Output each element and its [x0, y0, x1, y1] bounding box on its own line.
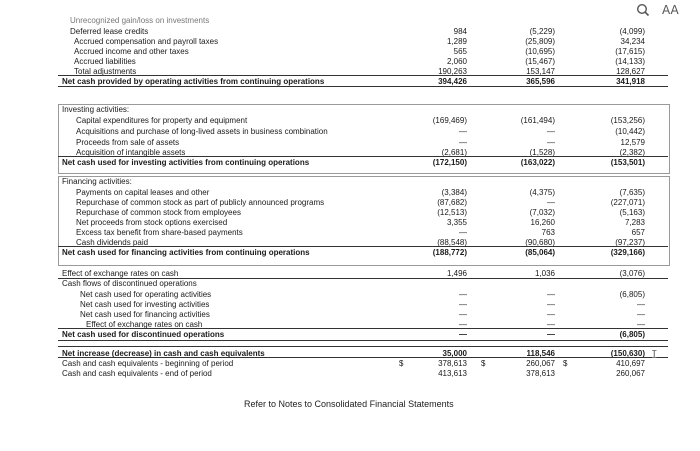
row-value-1: (2,681) — [441, 148, 467, 157]
row-label: Payments on capital leases and other — [76, 188, 210, 197]
row-label: Net cash used for financing activities — [80, 310, 210, 319]
row-value-3: (10,442) — [615, 127, 645, 136]
operating-rule — [58, 75, 668, 76]
row-value-3: (153,501) — [610, 158, 645, 167]
row-label: Acquisitions and purchase of long-lived assets in business combination — [76, 127, 328, 136]
row-value-1: 2,060 — [446, 57, 467, 66]
row-value-2: (161,494) — [520, 116, 555, 125]
row-label: Net cash used for operating activities — [80, 290, 212, 299]
row-value-3: (2,382) — [619, 148, 645, 157]
row-label: Excess tax benefit from share-based payments — [76, 228, 243, 237]
text-cursor-icon: I — [651, 348, 658, 361]
row-value-1: — — [459, 330, 467, 339]
discontinued-row — [58, 329, 668, 340]
row-label: Repurchase of common stock as part of publicly announced programs — [76, 198, 325, 207]
row-value-3: (150,630) — [610, 349, 645, 358]
row-label: Acquisition of intangible assets — [76, 148, 186, 157]
row-value-3: — — [637, 300, 645, 309]
row-value-3: (329,166) — [610, 248, 645, 257]
row-label: Net cash used for investing activities — [80, 300, 210, 309]
row-value-3: 128,627 — [616, 67, 645, 76]
currency-symbol: $ — [399, 359, 404, 368]
discontinued-rule — [58, 340, 668, 341]
row-label: Capital expenditures for property and equipment — [76, 116, 248, 125]
row-value-3: 260,067 — [616, 369, 645, 378]
row-value-2: 763 — [541, 228, 555, 237]
row-value-3: 12,579 — [620, 138, 645, 147]
row-label: Effect of exchange rates on cash — [86, 320, 203, 329]
row-value-2: 365,596 — [526, 77, 555, 86]
row-value-1: (169,469) — [432, 116, 467, 125]
row-value-2: (15,467) — [525, 57, 555, 66]
row-value-2: (5,229) — [529, 27, 555, 36]
row-value-2: 378,613 — [526, 369, 555, 378]
row-label: Net cash provided by operating activities from continuing operations — [62, 77, 325, 86]
row-value-2: 153,147 — [526, 67, 555, 76]
row-value-2: — — [547, 127, 555, 136]
financing-title — [58, 176, 668, 187]
row-value-1: (3,384) — [441, 188, 467, 197]
row-value-1: — — [459, 127, 467, 136]
row-value-3: (6,805) — [619, 290, 645, 299]
row-value-1: 1,289 — [446, 37, 467, 46]
row-value-1: 565 — [453, 47, 467, 56]
row-value-2: 16,260 — [530, 218, 555, 227]
row-value-1: — — [459, 138, 467, 147]
investing-rule — [58, 156, 668, 157]
row-value-3: 341,918 — [616, 77, 645, 86]
row-label: Cash dividends paid — [76, 238, 149, 247]
row-label: Repurchase of common stock from employees — [76, 208, 241, 217]
row-value-2: (10,695) — [525, 47, 555, 56]
row-value-2: 260,067 — [526, 359, 555, 368]
row-value-2: (4,375) — [529, 188, 555, 197]
row-value-2: — — [547, 138, 555, 147]
row-label: Net cash used for financing activities from continuing operations — [62, 248, 310, 257]
row-value-3: 410,697 — [616, 359, 645, 368]
row-value-3: 34,234 — [620, 37, 645, 46]
row-label: Accrued income and other taxes — [74, 47, 189, 56]
row-value-1: 378,613 — [438, 359, 467, 368]
section-title: Investing activities: — [62, 105, 130, 114]
row-value-3: (17,615) — [615, 47, 645, 56]
row-value-1: (88,548) — [437, 238, 467, 247]
row-value-2: — — [547, 300, 555, 309]
investing-row — [58, 157, 668, 168]
row-value-1: — — [459, 228, 467, 237]
row-value-1: — — [459, 310, 467, 319]
row-value-2: (163,022) — [520, 158, 555, 167]
row-value-3: (4,099) — [619, 27, 645, 36]
row-value-2: — — [547, 290, 555, 299]
investing-title — [58, 104, 668, 115]
row-value-1: (188,772) — [432, 248, 467, 257]
row-value-1: (12,513) — [437, 208, 467, 217]
row-value-2: (25,809) — [525, 37, 555, 46]
row-value-3: (3,076) — [619, 269, 645, 278]
row-value-3: 7,283 — [624, 218, 645, 227]
row-value-1: 190,263 — [438, 67, 467, 76]
row-value-1: — — [459, 300, 467, 309]
row-value-3: 657 — [631, 228, 645, 237]
row-value-2: — — [547, 320, 555, 329]
operating-rule — [58, 86, 668, 87]
row-label: Accrued liabilities — [74, 57, 136, 66]
financing-row — [58, 247, 668, 258]
row-value-2: — — [547, 198, 555, 207]
row-value-3: — — [637, 310, 645, 319]
row-value-1: (172,150) — [432, 158, 467, 167]
row-value-2: (7,032) — [529, 208, 555, 217]
row-value-3: (5,163) — [619, 208, 645, 217]
header-text: Unrecognized gain/loss on investments — [70, 16, 210, 25]
row-value-3: (227,071) — [610, 198, 645, 207]
summary-rule — [58, 346, 668, 347]
row-value-2: 1,036 — [534, 269, 555, 278]
footer-note: Refer to Notes to Consolidated Financial Statements — [244, 399, 454, 409]
section-title: Cash flows of discontinued operations — [62, 279, 197, 288]
row-label: Cash and cash equivalents - end of period — [62, 369, 212, 378]
row-value-1: 35,000 — [442, 349, 467, 358]
currency-symbol: $ — [481, 359, 486, 368]
row-label: Deferred lease credits — [70, 27, 149, 36]
summary-row — [58, 368, 668, 379]
row-label: Net increase (decrease) in cash and cash equivalents — [62, 349, 265, 358]
row-value-3: (14,133) — [615, 57, 645, 66]
discontinued-rule — [58, 328, 668, 329]
row-label: Net cash used for discontinued operations — [62, 330, 225, 339]
row-value-2: — — [547, 310, 555, 319]
currency-symbol: $ — [563, 359, 568, 368]
row-value-2: (85,064) — [525, 248, 555, 257]
investing-row — [58, 115, 668, 126]
summary-rule — [58, 357, 668, 358]
row-value-1: (87,682) — [437, 198, 467, 207]
row-label: Accrued compensation and payroll taxes — [74, 37, 219, 46]
row-label: Effect of exchange rates on cash — [62, 269, 179, 278]
row-label: Total adjustments — [74, 67, 137, 76]
investing-row — [58, 126, 668, 137]
section-title: Financing activities: — [62, 177, 132, 186]
row-label: Proceeds from sale of assets — [76, 138, 180, 147]
row-value-3: (6,805) — [619, 330, 645, 339]
row-value-3: — — [637, 320, 645, 329]
row-value-1: 3,355 — [446, 218, 467, 227]
cash-flow-statement — [58, 16, 668, 409]
row-value-2: 118,546 — [526, 349, 555, 358]
row-label: Cash and cash equivalents - beginning of period — [62, 359, 234, 368]
row-label: Net proceeds from stock options exercised — [76, 218, 228, 227]
row-value-3: (97,237) — [615, 238, 645, 247]
discontinued-title — [58, 278, 668, 289]
row-value-1: 394,426 — [438, 77, 467, 86]
row-value-1: — — [459, 290, 467, 299]
text-size-button[interactable]: AA — [662, 3, 679, 17]
row-value-2: (1,528) — [529, 148, 555, 157]
row-value-3: (7,635) — [619, 188, 645, 197]
row-value-2: (90,680) — [525, 238, 555, 247]
row-value-1: 1,496 — [446, 269, 467, 278]
financing-rule — [58, 246, 668, 247]
row-label: Net cash used for investing activities from continuing operations — [62, 158, 310, 167]
row-value-2: — — [547, 330, 555, 339]
row-value-3: (153,256) — [610, 116, 645, 125]
row-value-1: 984 — [453, 27, 467, 36]
row-value-1: 413,613 — [438, 369, 467, 378]
row-value-1: — — [459, 320, 467, 329]
